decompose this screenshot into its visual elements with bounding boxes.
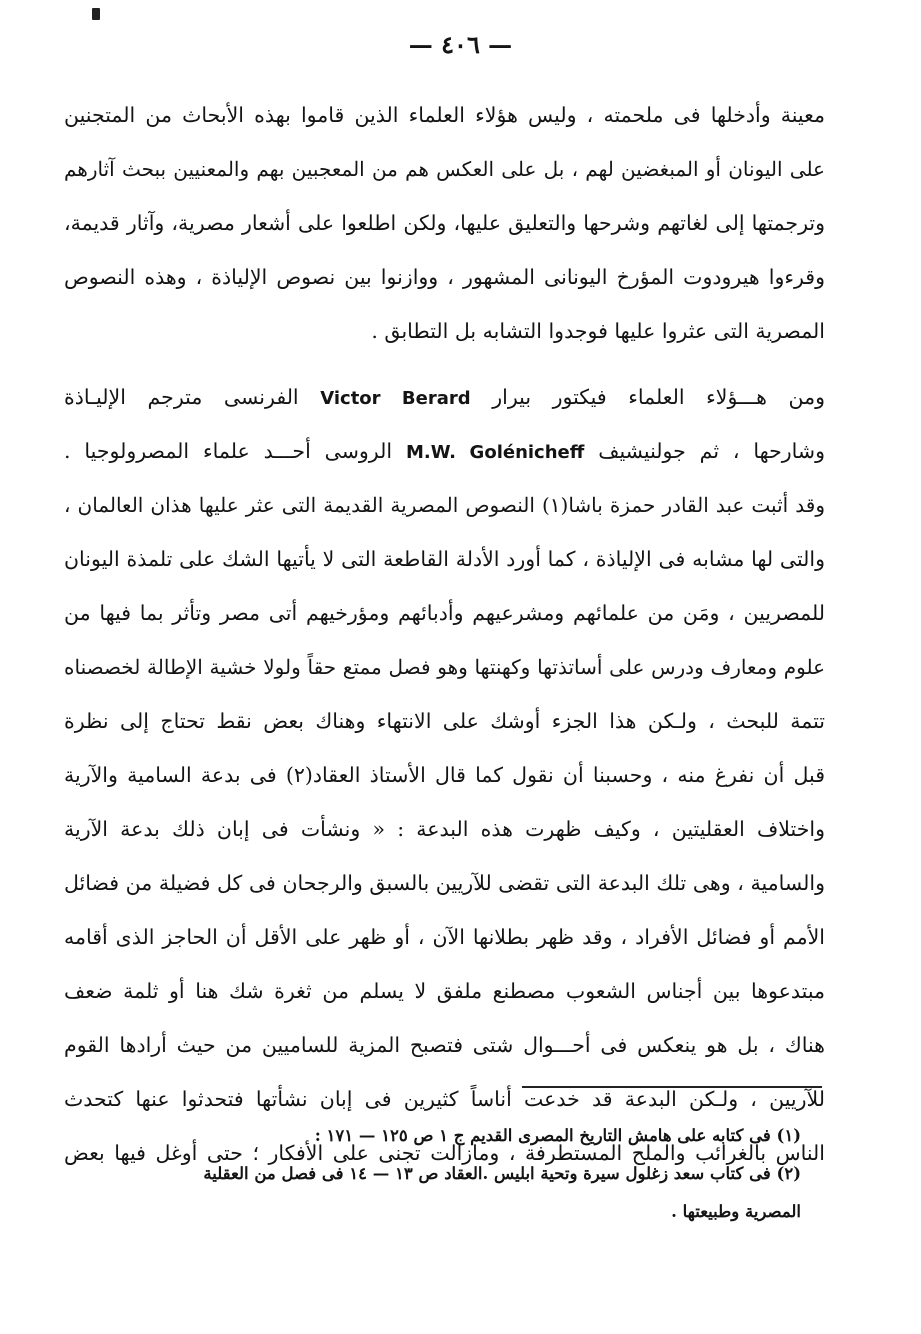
text-line: والتى لها مشابه فى الإلياذة ، كما أورد الأدلة القاطعة التى لا يأتيها الشك على تلمذة اليونان bbox=[64, 547, 825, 571]
text-line: للمصريين ، ومَن من علمائهم ومشرعيهم وأدبائهم ومؤرخيهم أتى مصر وتأثر بما فيها من bbox=[64, 601, 825, 625]
text-line: المصرية التى عثروا عليها فوجدوا التشابه بل التطابق . bbox=[371, 319, 825, 343]
footnote-2: (٢) فى كتاب سعد زغلول سيرة وتحية ابليس .العقاد ص ١٣ — ١٤ فى فصل من العقلية bbox=[203, 1164, 801, 1183]
text-line: مبتدعوها بين أجناس الشعوب مصطنع ملفق لا يسلم من ثغرة شك هنا أو ثلمة ضعف bbox=[64, 979, 825, 1003]
text-fragment: ومن هـــؤلاء العلماء فيكتور بيرار bbox=[492, 385, 825, 409]
text-line: قبل أن نفرغ منه ، وحسبنا أن نقول كما قال الأستاذ العقاد(٢) فى بدعة السامية والآرية bbox=[64, 763, 825, 787]
text-line: تتمة للبحث ، ولـكن هذا الجزء أوشك على الانتهاء وهناك بعض نقط تحتاج إلى نظرة bbox=[64, 709, 825, 733]
text-line: هناك ، بل هو ينعكس فى أحـــوال شتى فتصبح المزية للساميين من حيث أرادها القوم bbox=[64, 1033, 825, 1057]
footnote-1: (١) فى كتابه على هامش التاريخ المصرى القديم ج ١ ص ١٢٥ — ١٧١ : bbox=[314, 1126, 801, 1145]
text-line-with-latin bbox=[64, 370, 825, 424]
text-line: معينة وأدخلها فى ملحمته ، وليس هؤلاء العلماء الذين قاموا بهذه الأبحاث من المتجنين bbox=[64, 103, 825, 127]
footnote-divider bbox=[522, 1086, 822, 1088]
text-line-with-latin bbox=[64, 424, 825, 478]
text-fragment: الروسى أحـــد علماء المصرولوجيا . bbox=[64, 439, 393, 463]
text-line: الأمم أو فضائل الأفراد ، وقد ظهر بطلانها الآن ، أو ظهر على الأقل أن الحاجز الذى أقامه bbox=[64, 925, 825, 949]
footnotes bbox=[70, 1117, 801, 1231]
text-line: الناس بالغرائب والملح المستطرفة ، ومازالت تجنى على الأفكار ؛ حتى أوغل فيها بعض bbox=[64, 1141, 825, 1165]
text-fragment: وشارحها ، ثم جولنيشيف bbox=[598, 439, 825, 463]
latin-name-victor-berard: Victor Berard bbox=[320, 388, 471, 409]
text-line: والسامية ، وهى تلك البدعة التى تقضى للآريين بالسبق والرجحان فى كل فضيلة من فضائل bbox=[64, 871, 825, 895]
text-line: على اليونان أو المبغضين لهم ، بل على العكس هم من المعجبين بهم والمعنيين ببحث آثارهم bbox=[64, 157, 825, 181]
text-line: علوم ومعارف ودرس على أساتذتها وكهنتها وهو فصل ممتع حقاً ولولا خشية الإطالة لخصصناه bbox=[64, 655, 825, 679]
text-line: للآريين ، ولـكن البدعة قد خدعت أناساً كثيرين فى إبان نشأتها فتحدثوا عنها كتحدث bbox=[64, 1087, 825, 1111]
paragraph-gap bbox=[64, 358, 825, 370]
main-text bbox=[64, 88, 825, 1180]
text-line: وقد أثبت عبد القادر حمزة باشا(١) النصوص المصرية القديمة التى عثر عليها هذان العالمان ، bbox=[64, 493, 825, 517]
scan-artifact-mark bbox=[92, 8, 100, 20]
footnote-2-continuation: المصرية وطبيعتها . bbox=[671, 1202, 801, 1221]
page-number: — ٤٠٦ — bbox=[408, 30, 513, 59]
text-line: واختلاف العقليتين ، وكيف ظهرت هذه البدعة : « ونشأت فى إبان ذلك بدعة الآرية bbox=[64, 817, 825, 841]
text-fragment: الفرنسى مترجم الإليـاذة bbox=[64, 385, 299, 409]
text-line: وقرءوا هيرودوت المؤرخ اليونانى المشهور ، ووازنوا بين نصوص الإلياذة ، وهذه النصوص bbox=[64, 265, 825, 289]
latin-name-golenicheff: M.W. Golénicheff bbox=[405, 442, 585, 463]
text-line: وترجمتها إلى لغاتهم وشرحها والتعليق عليها، ولكن اطلعوا على أشعار مصرية، وآثار قديمة، bbox=[64, 211, 825, 235]
